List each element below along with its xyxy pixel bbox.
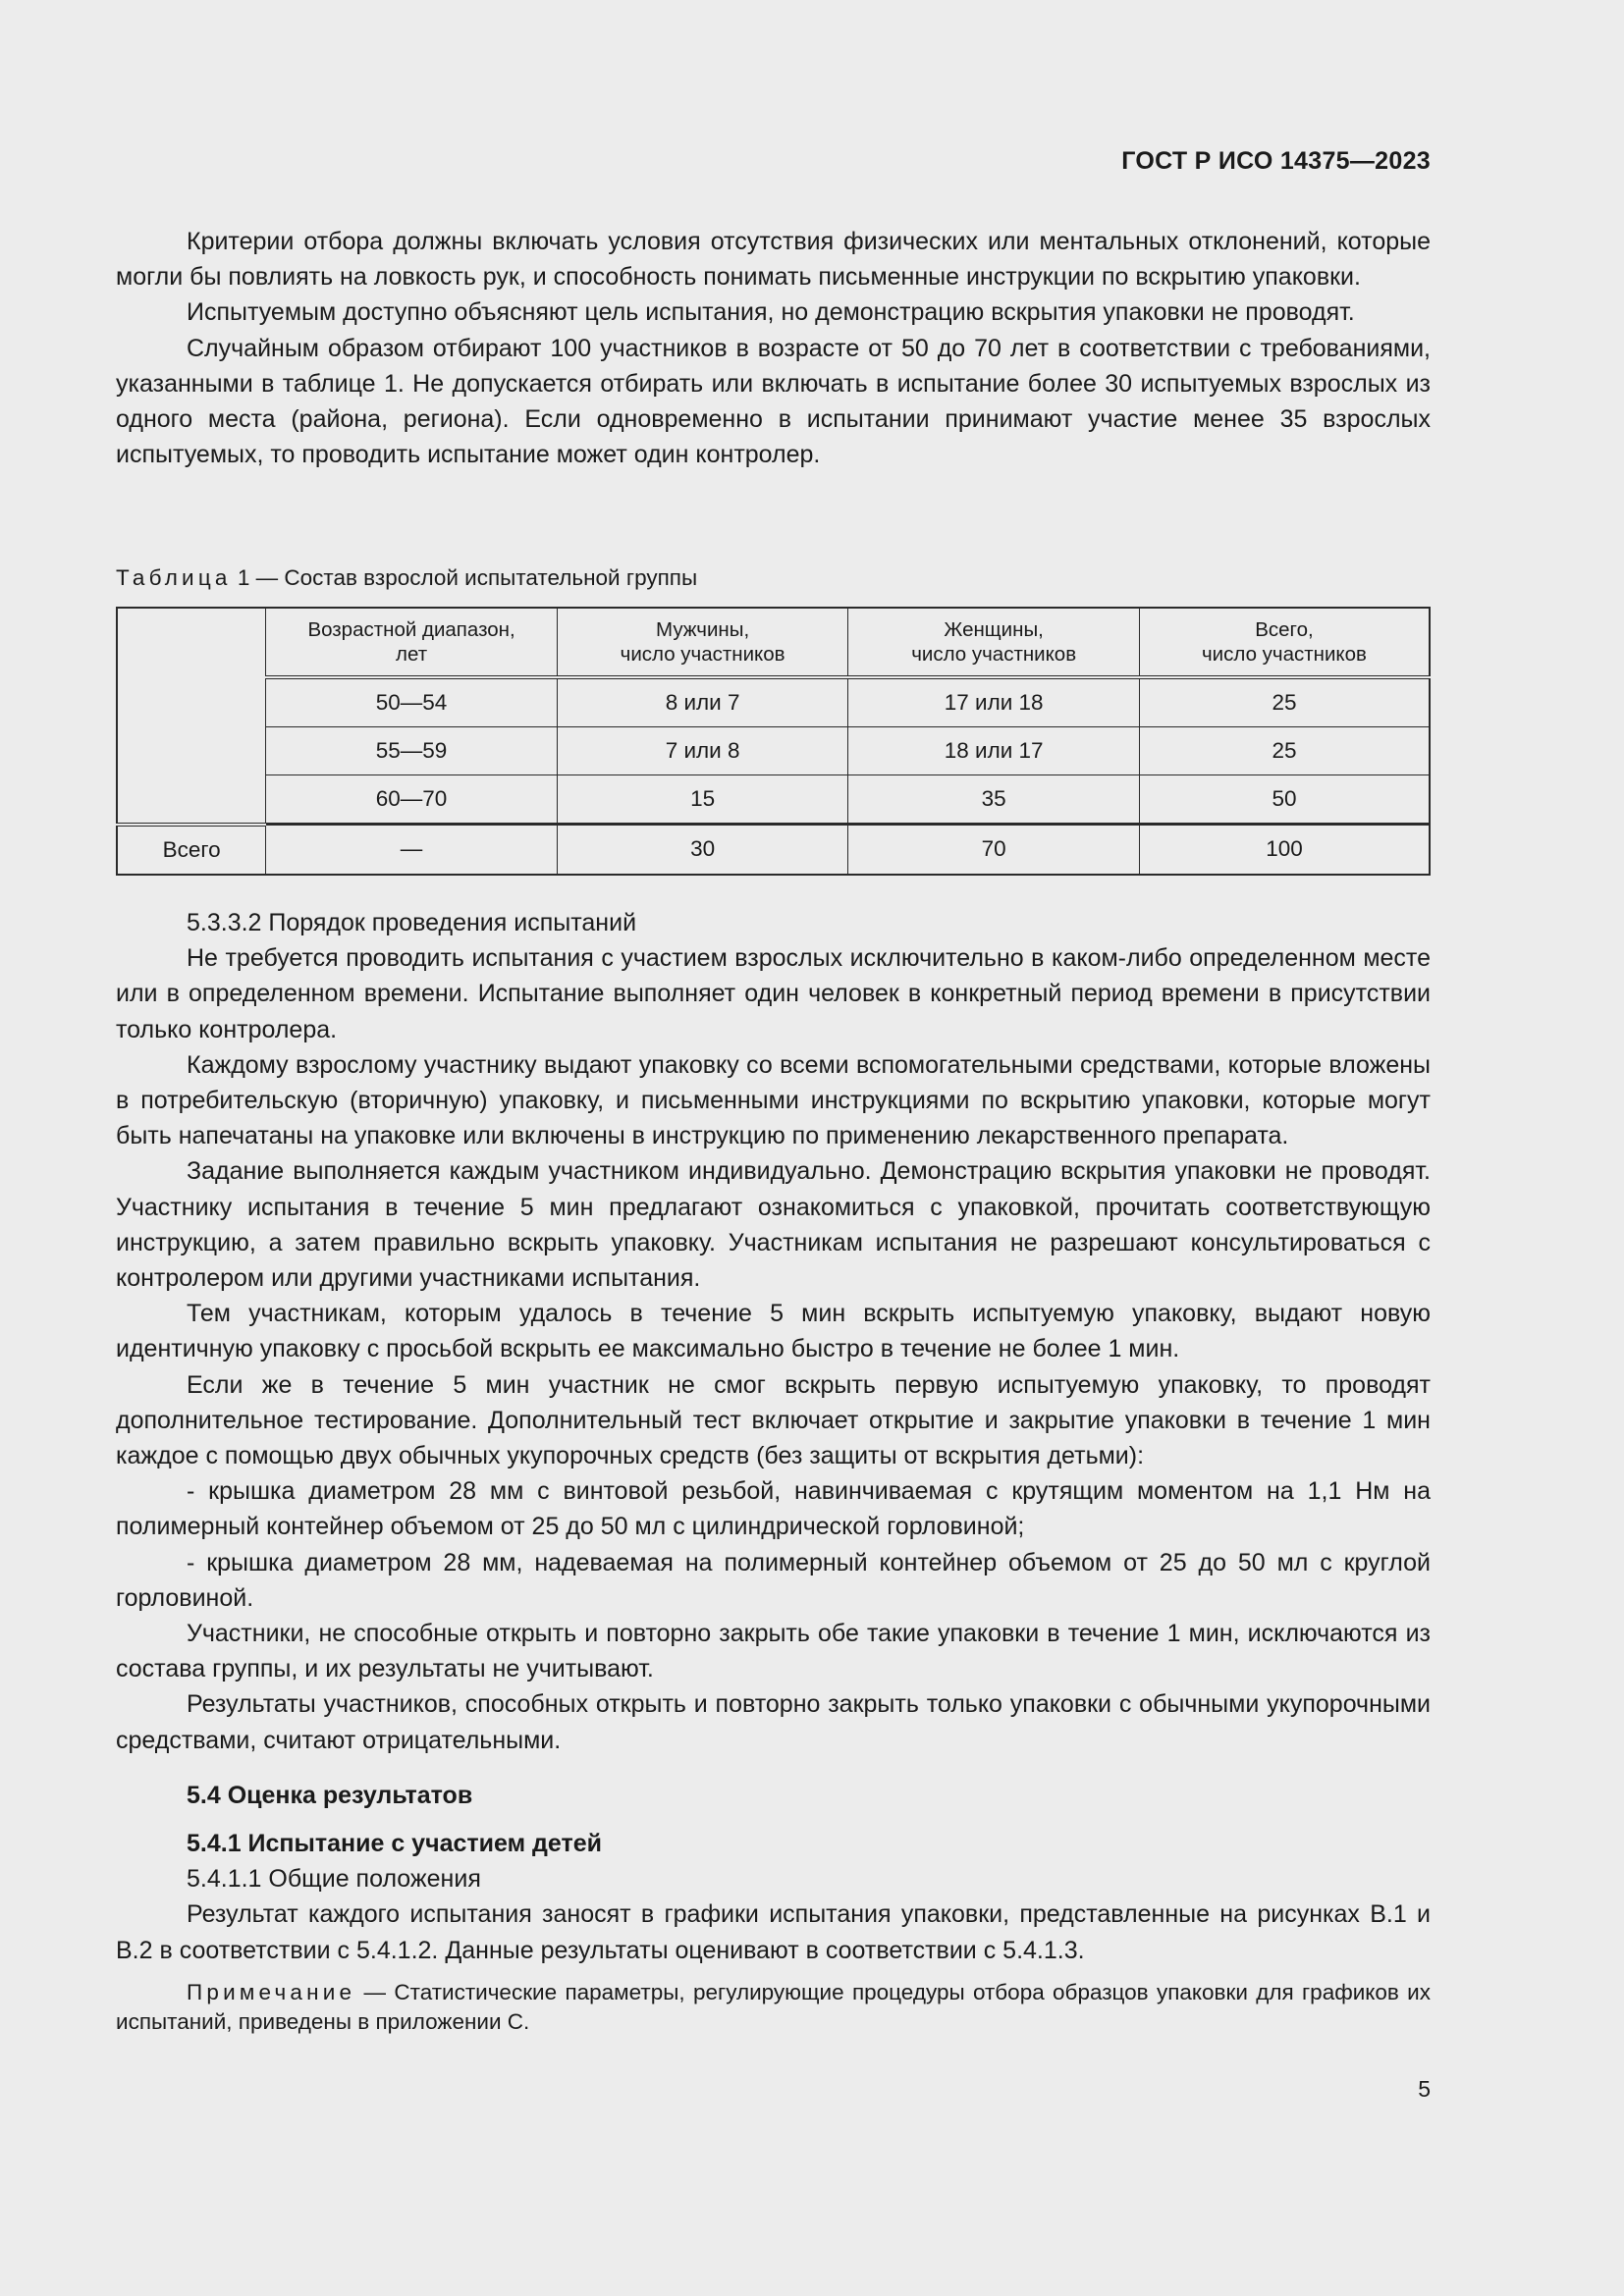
document-header: ГОСТ Р ИСО 14375—2023 <box>1121 147 1431 175</box>
section-heading-541: 5.4.1 Испытание с участием детей <box>187 1830 602 1858</box>
note <box>116 1978 1431 2037</box>
table-row <box>117 677 1430 727</box>
paragraph: Результаты участников, способных открыть и повторно закрыть только упаковки с обычными укупорочными средствами, считают отрицательными. <box>116 1690 1431 1754</box>
table-cell: 30 <box>557 825 848 875</box>
page-number: 5 <box>1418 2076 1431 2102</box>
section-heading-5411: 5.4.1.1 Общие положения <box>187 1865 481 1894</box>
section-heading-5332: 5.3.3.2 Порядок проведения испытаний <box>187 909 637 936</box>
table-cell: 35 <box>848 775 1140 825</box>
table-header-cell: Женщины, число участников <box>848 608 1140 677</box>
table-cell: 50 <box>1139 775 1430 825</box>
note-label: Примечание <box>187 1979 356 2004</box>
table-row <box>117 727 1430 775</box>
paragraph: Не требуется проводить испытания с участием взрослых исключительно в каком-либо определенном месте или в определенном времени. Испытание выполняет один человек в конкретный период времени в присутствии только контролера. <box>116 944 1431 1043</box>
note-text: — Статистические параметры, регулирующие процедуры отбора образцов упаковки для графиков их испытаний, приведены в приложении С. <box>116 1979 1431 2034</box>
paragraph: Задание выполняется каждым участником индивидуально. Демонстрацию вскрытия упаковки не проводят. Участнику испытания в течение 5 мин предлагают ознакомиться с упаковкой, прочитать соответствующую инструкцию, а затем правильно вскрыть упаковку. Участникам испытания не разрешают консультироваться с контролером или другими участниками испытания. <box>116 1157 1431 1293</box>
table-cell: 18 или 17 <box>848 727 1140 775</box>
paragraph: Результат каждого испытания заносят в графики испытания упаковки, представленные на рисунках В.1 и В.2 в соответствии с 5.4.1.2. Данные результаты оценивают в соответствии с 5.4.1.3. <box>116 1900 1431 1964</box>
table-cell: 100 <box>1139 825 1430 875</box>
list-item: - крышка диаметром 28 мм с винтовой резьбой, навинчиваемая с крутящим моментом на 1,1 Нм на полимерный контейнер объемом от 25 до 50 мл с цилиндрической горловиной; <box>116 1477 1431 1541</box>
section-heading-54: 5.4 Оценка результатов <box>187 1781 473 1809</box>
table-cell: 55—59 <box>266 727 558 775</box>
table-corner-cell <box>117 608 266 825</box>
table-header-cell: Всего, число участников <box>1139 608 1430 677</box>
table-caption-text: 1 — Состав взрослой испытательной группы <box>231 565 698 590</box>
table-cell: 15 <box>557 775 848 825</box>
paragraph: Критерии отбора должны включать условия отсутствия физических или ментальных отклонений, которые могли бы повлиять на ловкость рук, и способность понимать письменные инструкции по вскрытию упаковки. <box>116 228 1431 292</box>
table-total-row <box>117 825 1430 875</box>
paragraph: Тем участникам, которым удалось в течение 5 мин вскрыть испытуемую упаковку, выдают новую идентичную упаковку с просьбой вскрыть ее максимально быстро в течение не более 1 мин. <box>116 1300 1431 1363</box>
table-cell: — <box>266 825 558 875</box>
paragraph: Случайным образом отбирают 100 участников в возрасте от 50 до 70 лет в соответствии с требованиями, указанными в таблице 1. Не допускается отбирать или включать в испытание более 30 испытуемых взрослых из одного места (района, региона). Если одновременно в испытании принимают участие менее 35 взрослых испытуемых, то проводить испытание может один контролер. <box>116 334 1431 469</box>
table-header-cell: Возрастной диапазон, лет <box>266 608 558 677</box>
table-caption <box>116 565 697 591</box>
table-cell: 8 или 7 <box>557 677 848 727</box>
table-cell: 50—54 <box>266 677 558 727</box>
main-text <box>116 905 1431 2037</box>
table-header-cell: Мужчины, число участников <box>557 608 848 677</box>
table-cell: 17 или 18 <box>848 677 1140 727</box>
table-total-label: Всего <box>117 825 266 875</box>
participants-table <box>116 607 1431 876</box>
table-cell: 25 <box>1139 727 1430 775</box>
table-cell: 70 <box>848 825 1140 875</box>
paragraph: Каждому взрослому участнику выдают упаковку со всеми вспомогательными средствами, которые вложены в потребительскую (вторичную) упаковку, и письменными инструкциями по вскрытию упаковки, которые могут быть напечатаны на упаковке или включены в инструкцию по применению лекарственного препарата. <box>116 1050 1431 1150</box>
table-cell: 7 или 8 <box>557 727 848 775</box>
table-cell: 60—70 <box>266 775 558 825</box>
table-header-row <box>117 608 1430 677</box>
list-item: - крышка диаметром 28 мм, надеваемая на полимерный контейнер объемом от 25 до 50 мл с круглой горловиной. <box>116 1548 1431 1612</box>
paragraph: Испытуемым доступно объясняют цель испытания, но демонстрацию вскрытия упаковки не проводят. <box>187 298 1355 327</box>
paragraph: Участники, не способные открыть и повторно закрыть обе такие упаковки в течение 1 мин, исключаются из состава группы, и их результаты не учитывают. <box>116 1620 1431 1683</box>
table-row <box>117 775 1430 825</box>
table-cell: 25 <box>1139 677 1430 727</box>
table-caption-label: Таблица <box>116 565 232 590</box>
paragraph: Если же в течение 5 мин участник не смог вскрыть первую испытуемую упаковку, то проводят дополнительное тестирование. Дополнительный тест включает открытие и закрытие упаковки в течение 1 мин каждое с помощью двух обычных укупорочных средств (без защиты от вскрытия детьми): <box>116 1370 1431 1470</box>
intro-text <box>116 224 1431 472</box>
